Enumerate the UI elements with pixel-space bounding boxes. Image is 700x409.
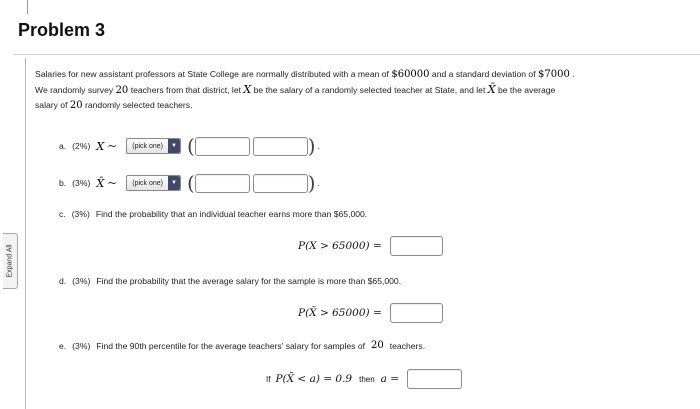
top-divider-line: [27, 0, 28, 14]
chevron-down-icon: ▼: [168, 139, 180, 153]
intro-text-5: teachers from that district, let: [130, 85, 242, 95]
part-e-row: [59, 340, 425, 351]
part-b-tilde: ~: [107, 176, 118, 190]
part-a-param1-input[interactable]: [195, 137, 250, 156]
part-b-param2-input[interactable]: [253, 174, 308, 193]
period: .: [317, 178, 320, 188]
part-e-if: If: [266, 374, 271, 384]
intro-text-4: We randomly survey: [35, 85, 114, 95]
part-d-label: d.: [59, 276, 67, 286]
part-b-distribution-select[interactable]: [126, 175, 181, 191]
intro-text-8: salary of: [35, 100, 68, 110]
part-d-points: (3%): [72, 276, 91, 286]
expand-all-tab[interactable]: [3, 233, 18, 289]
part-a-row: [59, 136, 320, 156]
part-d-question: Find the probability that the average salary for the sample is more than $65,000.: [96, 276, 402, 286]
part-a-variable: X: [96, 139, 105, 153]
part-e-equation: [266, 369, 462, 389]
part-e-then: then: [359, 374, 375, 384]
part-a-tilde: ~: [107, 139, 118, 153]
content-left-border: [25, 58, 26, 409]
intro-text-6: be the salary of a randomly selected teacher at State, and let: [253, 85, 486, 95]
intro-text-2: and a standard deviation of: [431, 69, 536, 79]
part-a-distribution-select[interactable]: [126, 138, 181, 154]
part-e-label: e.: [59, 340, 67, 351]
chevron-down-icon: ▼: [168, 176, 180, 190]
part-e-question: Find the 90th percentile for the average teachers' salary for samples of: [96, 340, 365, 351]
part-a-label: a.: [59, 141, 67, 151]
intro-text-3: .: [572, 69, 575, 79]
part-a-points: (2%): [72, 141, 91, 151]
part-b-variable: X̄: [96, 176, 105, 190]
problem-intro: [35, 67, 695, 113]
part-e-sample-size: 20: [371, 340, 384, 351]
part-d-formula: P(X̄ > 65000) =: [298, 307, 382, 319]
part-d-equation: [298, 303, 443, 323]
part-c-row: [59, 209, 367, 219]
part-b-label: b.: [59, 178, 67, 188]
part-b-param1-input[interactable]: [195, 174, 250, 193]
variable-x: X: [243, 83, 252, 96]
part-c-formula: P(X > 65000) =: [298, 240, 382, 252]
part-c-equation: [298, 236, 443, 256]
open-paren: (: [186, 134, 195, 158]
part-d-row: [59, 276, 401, 286]
problem-title: Problem 3: [18, 20, 106, 40]
mean-value: $60000: [391, 69, 430, 80]
intro-text-7: be the average: [497, 85, 556, 95]
part-b-points: (3%): [72, 178, 91, 188]
part-c-label: c.: [59, 209, 66, 219]
part-b-select-label: (pick one): [132, 179, 163, 187]
part-a-param2-input[interactable]: [253, 137, 308, 156]
part-a-select-label: (pick one): [132, 142, 163, 150]
close-paren: ): [307, 134, 316, 158]
part-e-answer-input[interactable]: [407, 369, 462, 389]
period: .: [317, 141, 320, 151]
part-c-question: Find the probability that an individual teacher earns more than $65,000.: [95, 209, 368, 219]
open-paren: (: [186, 171, 195, 195]
expand-all-label: Expand All: [6, 244, 14, 278]
part-e-formula: P(X̄ < a) = 0.9: [275, 373, 353, 385]
part-b-row: [59, 173, 320, 193]
title-divider: [13, 54, 700, 55]
part-d-answer-input[interactable]: [390, 303, 443, 323]
part-e-points: (3%): [72, 340, 91, 351]
sample-size-2: 20: [69, 100, 83, 111]
variable-xbar: X̄: [487, 83, 496, 96]
part-c-answer-input[interactable]: [390, 236, 443, 256]
part-e-question-end: teachers.: [389, 340, 426, 351]
intro-text-1: Salaries for new assistant professors at State College are normally distributed with a mean of: [35, 69, 389, 79]
intro-text-9: randomly selected teachers.: [85, 100, 193, 110]
sd-value: $7000: [538, 69, 570, 80]
part-c-points: (3%): [71, 209, 90, 219]
part-e-a-label: a =: [380, 373, 400, 385]
close-paren: ): [307, 171, 316, 195]
sample-size: 20: [115, 85, 129, 96]
